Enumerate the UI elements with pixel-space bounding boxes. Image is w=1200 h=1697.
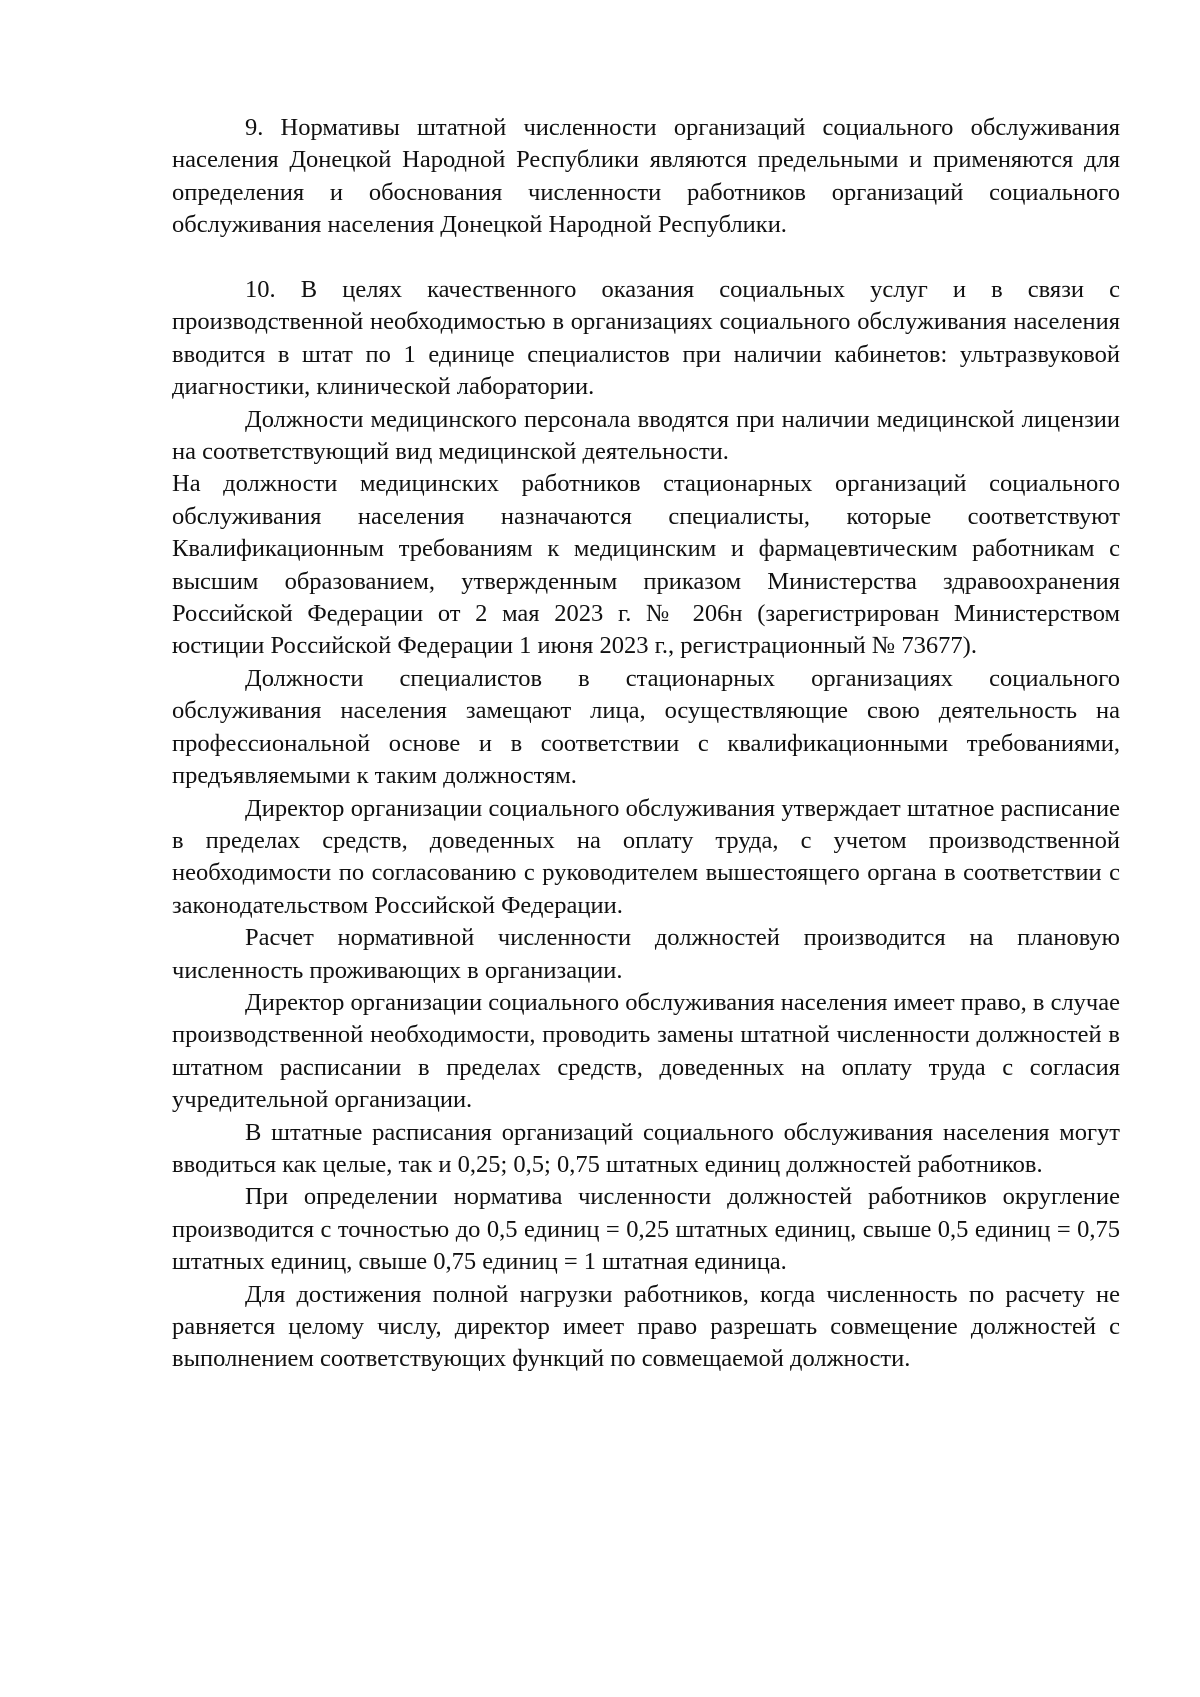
paragraph-gap [172,242,1120,274]
paragraph-calculation: Расчет нормативной численности должностей производится на плановую численность проживающих в организации. [172,924,1120,984]
paragraph-rounding: При определении норматива численности должностей работников округление производится с точностью до 0,5 единиц = 0,25 штатных единиц, свыше 0,5 единиц = 0,75 штатных единиц, свыше 0,75 единиц = 1 штатная единица. [172,1183,1120,1276]
paragraph-specialists: Должности специалистов в стационарных организациях социального обслуживания населения замещают лица, осуществляющие свою деятельность на профессиональной основе и в соответствии с квалификационными требованиями, предъявляемыми к таким должностям. [172,664,1120,790]
document-body [172,112,1120,1376]
paragraph-medical-qualifications: На должности медицинских работников стационарных организаций социального обслуживания населения назначаются специалисты, которые соответствуют Квалификационным требованиям к медицинским и фармацевтическим работникам с высшим образованием, утвержденным приказом Министерства здравоохранения Российской Федерации от 2 мая 2023 г. № 206н (зарегистрирован Министерством юстиции Российской Федерации 1 июня 2023 г., регистрационный № 73677). [172,470,1120,660]
paragraph-replacements: Директор организации социального обслуживания населения имеет право, в случае производственной необходимости, проводить замены штатной численности должностей в штатном расписании в пределах средств, доведенных на оплату труда с согласия учредительной организации. [172,988,1120,1114]
paragraph-combination: Для достижения полной нагрузки работников, когда численность по расчету не равняется целому числу, директор имеет право разрешать совмещение должностей с выполнением соответствующих функций по совмещаемой должности. [172,1280,1120,1373]
paragraph-medical-staff: Должности медицинского персонала вводятся при наличии медицинской лицензии на соответствующий вид медицинской деятельности. [172,405,1120,466]
paragraph-staff-schedule: Директор организации социального обслуживания утверждает штатное расписание в пределах средств, доведенных на оплату труда, с учетом производственной необходимости по согласованию с руководителем вышестоящего органа в соответствии с законодательством Российской Федерации. [172,794,1120,919]
paragraph-fractional-units: В штатные расписания организаций социального обслуживания населения могут вводиться как целые, так и 0,25; 0,5; 0,75 штатных единиц должностей работников. [172,1118,1120,1178]
paragraph-9: 9. Нормативы штатной численности организаций социального обслуживания населения Донецкой Народной Республики являются предельными и применяются для определения и обоснования численности работников организаций социального обслуживания населения Донецкой Народной Республики. [172,114,1120,239]
paragraph-10: 10. В целях качественного оказания социальных услуг и в связи с производственной необходимостью в организациях социального обслуживания населения вводится в штат по 1 единице специалистов при наличии кабинетов: ультразвуковой диагностики, клинической лаборатории. [172,276,1120,401]
